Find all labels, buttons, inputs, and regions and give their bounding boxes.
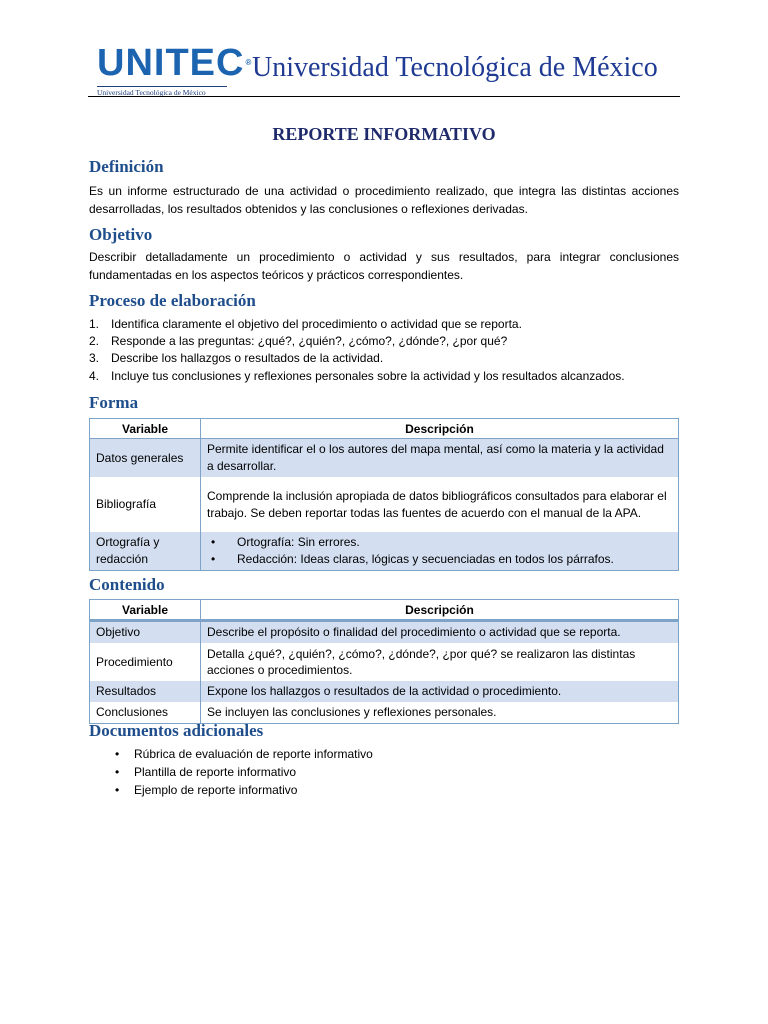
variable-cell: Procedimiento	[90, 643, 201, 681]
bullet-icon: •	[115, 747, 120, 761]
table-row	[90, 681, 679, 702]
logo-text: UNITEC	[97, 42, 245, 84]
step-number: 3.	[89, 351, 100, 366]
bullet-text: Redacción: Ideas claras, lógicas y secuenciadas en todos los párrafos.	[237, 552, 614, 566]
bullet-icon: •	[115, 765, 120, 779]
logo-subtitle: Universidad Tecnológica de México	[97, 86, 227, 97]
step-text: Responde a las preguntas: ¿qué?, ¿quién?, ¿cómo?, ¿dónde?, ¿por qué?	[111, 334, 508, 349]
process-steps-list	[89, 316, 689, 385]
variable-cell: Resultados	[90, 681, 201, 702]
objetivo-heading: Objetivo	[89, 225, 153, 244]
definicion-heading: Definición	[89, 157, 164, 176]
variable-cell: Ortografía y redacción	[90, 532, 201, 571]
header-divider	[88, 96, 680, 97]
step-text: Identifica claramente el objetivo del procedimiento o actividad que se reporta.	[111, 317, 522, 331]
column-header-descripcion: Descripción	[201, 600, 679, 621]
step-number: 1.	[89, 317, 100, 331]
list-item	[89, 333, 689, 350]
contenido-heading: Contenido	[89, 575, 165, 594]
step-text: Describe los hallazgos o resultados de la actividad.	[111, 351, 384, 366]
table-row	[90, 532, 679, 571]
step-number: 4.	[89, 368, 100, 383]
document-title: REPORTE INFORMATIVO	[272, 124, 496, 144]
bullet-icon: •	[211, 552, 216, 566]
bullet-text: Ortografía: Sin errores.	[237, 535, 360, 549]
document-item-text: Plantilla de reporte informativo	[134, 765, 297, 779]
column-header-variable: Variable	[90, 419, 201, 439]
description-cell	[201, 532, 679, 571]
description-cell: Se incluyen las conclusiones y reflexiones personales.	[201, 702, 679, 724]
document-item-text: Ejemplo de reporte informativo	[134, 783, 298, 797]
forma-table	[89, 418, 679, 571]
list-item	[89, 316, 689, 333]
unitec-logo	[97, 42, 253, 97]
documentos-list	[89, 745, 373, 799]
list-item	[89, 368, 689, 385]
contenido-table	[89, 599, 679, 724]
table-row	[90, 621, 679, 644]
documentos-heading: Documentos adicionales	[89, 721, 264, 740]
list-item	[89, 781, 373, 799]
table-row	[90, 477, 679, 532]
list-item	[89, 350, 689, 367]
column-header-descripcion: Descripción	[201, 419, 679, 439]
variable-cell: Datos generales	[90, 439, 201, 478]
table-row	[90, 439, 679, 478]
bullet-icon: •	[211, 535, 216, 549]
logo-wordmark	[97, 42, 253, 84]
description-cell: Permite identificar el o los autores del mapa mental, así como la materia y la actividad a desarrollar.	[201, 439, 679, 478]
table-header-row	[90, 600, 679, 621]
list-item	[207, 534, 672, 551]
variable-cell: Bibliografía	[90, 477, 201, 532]
forma-heading: Forma	[89, 393, 139, 412]
step-number: 2.	[89, 334, 100, 349]
description-cell: Describe el propósito o finalidad del procedimiento o actividad que se reporta.	[201, 621, 679, 644]
list-item	[207, 551, 672, 568]
table-row	[90, 643, 679, 681]
registered-mark: ®	[245, 58, 253, 67]
description-cell: Comprende la inclusión apropiada de datos bibliográficos consultados para elaborar el trabajo. Se deben reportar todas las fuentes de acuerdo con el manual de la APA.	[201, 477, 679, 532]
definicion-text: Es un informe estructurado de una actividad o procedimiento realizado, que integra las distintas acciones desarrolladas, los resultados obtenidos y las conclusiones o reflexiones derivadas.	[89, 184, 679, 216]
list-item	[89, 745, 373, 763]
variable-cell: Objetivo	[90, 621, 201, 644]
table-header-row	[90, 419, 679, 439]
description-cell: Expone los hallazgos o resultados de la actividad o procedimiento.	[201, 681, 679, 702]
university-name: Universidad Tecnológica de México	[252, 52, 658, 83]
description-cell: Detalla ¿qué?, ¿quién?, ¿cómo?, ¿dónde?, ¿por qué? se realizaron las distintas acciones o procedimientos.	[201, 643, 679, 681]
variable-cell: Conclusiones	[90, 702, 201, 724]
proceso-heading: Proceso de elaboración	[89, 291, 256, 310]
column-header-variable: Variable	[90, 600, 201, 621]
objetivo-text: Describir detalladamente un procedimiento o actividad y sus resultados, para integrar conclusiones fundamentadas en los aspectos teóricos y prácticos correspondientes.	[89, 250, 679, 282]
document-item-text: Rúbrica de evaluación de reporte informativo	[134, 747, 373, 761]
bullet-icon: •	[115, 783, 120, 797]
step-text: Incluye tus conclusiones y reflexiones personales sobre la actividad y los resultados alcanzados.	[111, 368, 625, 383]
list-item	[89, 763, 373, 781]
